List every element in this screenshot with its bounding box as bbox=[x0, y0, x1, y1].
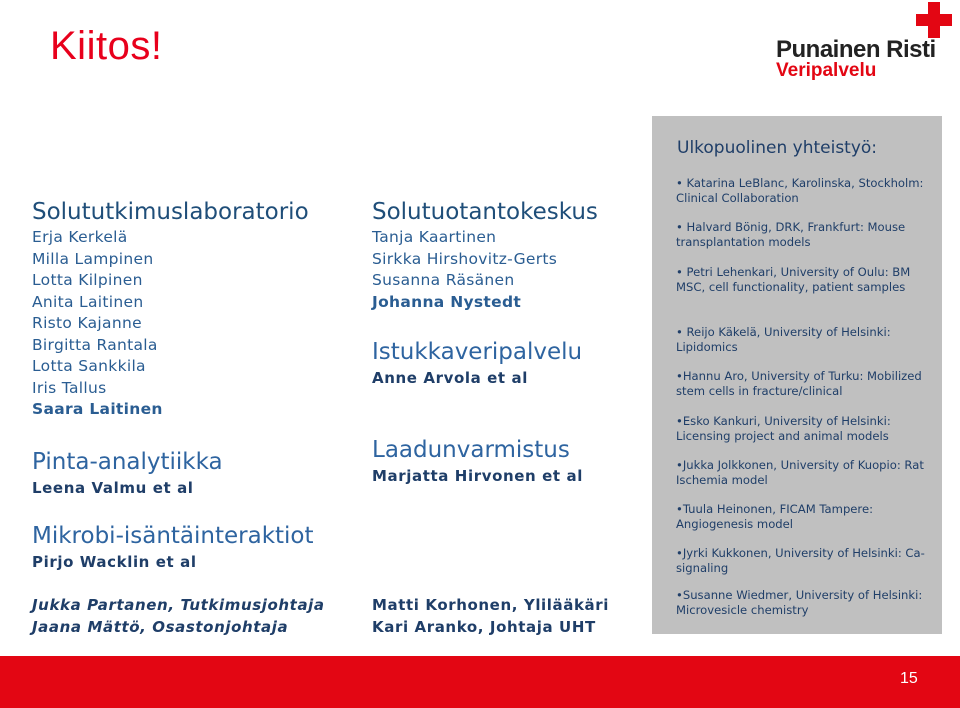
lab-name: Iris Tallus bbox=[32, 378, 107, 397]
lab-name: Milla Lampinen bbox=[32, 249, 154, 268]
left-leaders bbox=[32, 594, 325, 638]
pinta-section bbox=[32, 448, 223, 499]
logo-text-secondary: Veripalvelu bbox=[776, 60, 877, 81]
lab-name: Lotta Kilpinen bbox=[32, 271, 143, 289]
footer-bar bbox=[0, 656, 960, 708]
collaboration-item: • Reijo Käkelä, University of Helsinki: Lipidomics bbox=[676, 325, 891, 354]
quality-names: Marjatta Hirvonen et al bbox=[372, 467, 583, 485]
lab-name: Birgitta Rantala bbox=[32, 335, 158, 354]
red-cross-icon bbox=[916, 2, 952, 38]
red-cross-logo bbox=[770, 2, 960, 82]
production-section bbox=[372, 198, 598, 313]
lab-name: Lotta Sankkila bbox=[32, 357, 146, 375]
leader-line: Matti Korhonen, Ylilääkäri bbox=[372, 596, 610, 614]
lab-name: Risto Kajanne bbox=[32, 314, 142, 332]
istukka-section bbox=[372, 338, 582, 389]
collaboration-item: •Tuula Heinonen, FICAM Tampere: Angiogenesis model bbox=[676, 502, 873, 531]
collaboration-item: •Susanne Wiedmer, University of Helsinki: Microvesicle chemistry bbox=[676, 588, 923, 617]
production-heading: Solutuotantokeskus bbox=[372, 199, 598, 225]
panel-heading: Ulkopuolinen yhteistyö: bbox=[677, 138, 878, 158]
left-column bbox=[32, 198, 309, 421]
page-number: 15 bbox=[900, 670, 918, 687]
lab-name: Erja Kerkelä bbox=[32, 228, 128, 246]
production-name: Susanna Räsänen bbox=[372, 271, 515, 289]
quality-section bbox=[372, 436, 583, 487]
production-lead-name: Johanna Nystedt bbox=[372, 292, 522, 311]
production-name: Tanja Kaartinen bbox=[372, 228, 497, 246]
lab-heading: Solututkimuslaboratorio bbox=[32, 199, 309, 225]
pinta-heading: Pinta-analytiikka bbox=[32, 449, 223, 475]
collaboration-item: • Katarina LeBlanc, Karolinska, Stockholm: Clinical Collaboration bbox=[676, 176, 924, 205]
collaboration-item: •Esko Kankuri, University of Helsinki: Licensing project and animal models bbox=[676, 414, 891, 443]
leader-line: Jukka Partanen, Tutkimusjohtaja bbox=[32, 596, 325, 614]
quality-heading: Laadunvarmistus bbox=[372, 437, 570, 463]
collaboration-item: • Halvard Bönig, DRK, Frankfurt: Mouse transplantation models bbox=[676, 220, 906, 249]
istukka-names: Anne Arvola et al bbox=[372, 369, 528, 387]
lab-name: Anita Laitinen bbox=[32, 292, 144, 311]
external-collaboration-panel bbox=[652, 116, 942, 634]
middle-leaders bbox=[372, 594, 609, 638]
collaboration-item: •Jukka Jolkkonen, University of Kuopio: Rat Ischemia model bbox=[676, 458, 924, 487]
leader-line: Jaana Mättö, Osastonjohtaja bbox=[32, 618, 289, 636]
pinta-names: Leena Valmu et al bbox=[32, 479, 194, 497]
collaboration-item: •Jyrki Kukkonen, University of Helsinki: Ca-signaling bbox=[676, 546, 925, 575]
mikrobi-heading: Mikrobi-isäntäinteraktiot bbox=[32, 523, 314, 549]
collaboration-item: • Petri Lehenkari, University of Oulu: BM MSC, cell functionality, patient samples bbox=[676, 265, 911, 294]
logo-text-primary: Punainen Risti bbox=[776, 36, 936, 63]
mikrobi-section bbox=[32, 522, 314, 573]
slide-title: Kiitos! bbox=[50, 24, 163, 68]
istukka-heading: Istukkaveripalvelu bbox=[372, 339, 583, 365]
mikrobi-names: Pirjo Wacklin et al bbox=[32, 553, 197, 571]
leader-line: Kari Aranko, Johtaja UHT bbox=[372, 618, 596, 636]
production-name: Sirkka Hirshovitz-Gerts bbox=[372, 249, 558, 268]
collaboration-item: •Hannu Aro, University of Turku: Mobilized stem cells in fracture/clinical bbox=[676, 369, 922, 398]
lab-lead-name: Saara Laitinen bbox=[32, 400, 163, 418]
